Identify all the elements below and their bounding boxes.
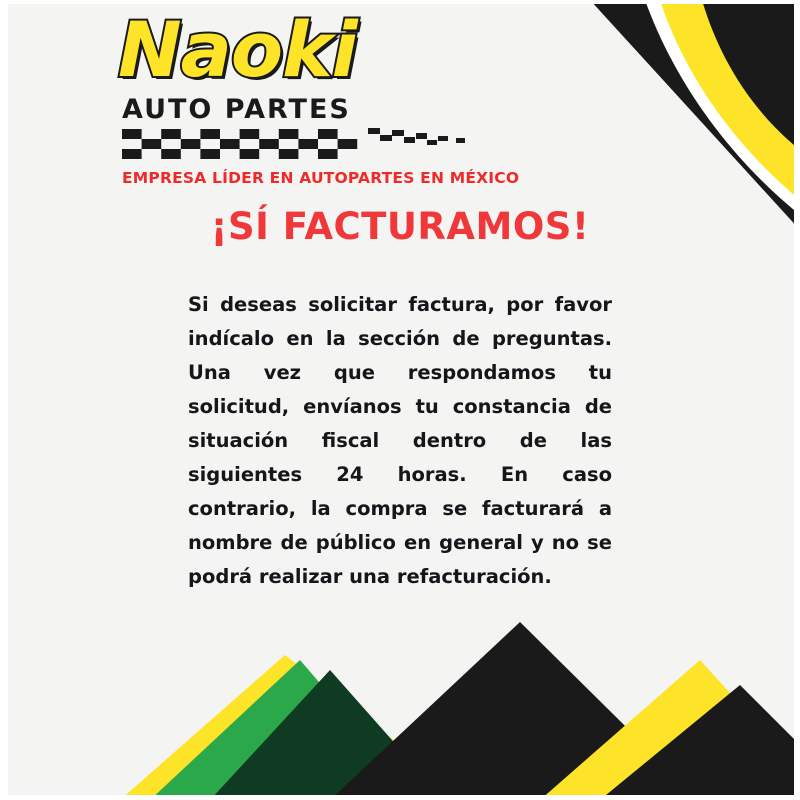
top-right-corner-graphic [470, 0, 800, 230]
page-edge-right [794, 0, 800, 800]
body-paragraph: Si deseas solicitar factura, por favor indícalo en la sección de preguntas. Una vez que respondamos tu solicitud, envíanos tu constancia de situación fiscal dentro de las siguientes 24 horas. En caso contrario, la compra se facturará a nombre de público en general y no se podrá realizar una refacturación. [188, 293, 612, 588]
page-title: ¡SÍ FACTURAMOS! [210, 205, 590, 248]
bottom-corner-graphic [0, 600, 800, 800]
page-edge-left [0, 0, 8, 800]
brand-subtitle: AUTO PARTES [122, 94, 351, 125]
brand-tagline: EMPRESA LÍDER EN AUTOPARTES EN MÉXICO [122, 169, 520, 187]
checkered-flag-icon [122, 129, 358, 159]
brand-logo [118, 5, 520, 187]
brand-name: Naoki [118, 5, 357, 94]
checkered-flag-tail-icon [368, 126, 478, 148]
page-edge-bottom [0, 795, 800, 800]
page-edge-top [0, 0, 800, 4]
